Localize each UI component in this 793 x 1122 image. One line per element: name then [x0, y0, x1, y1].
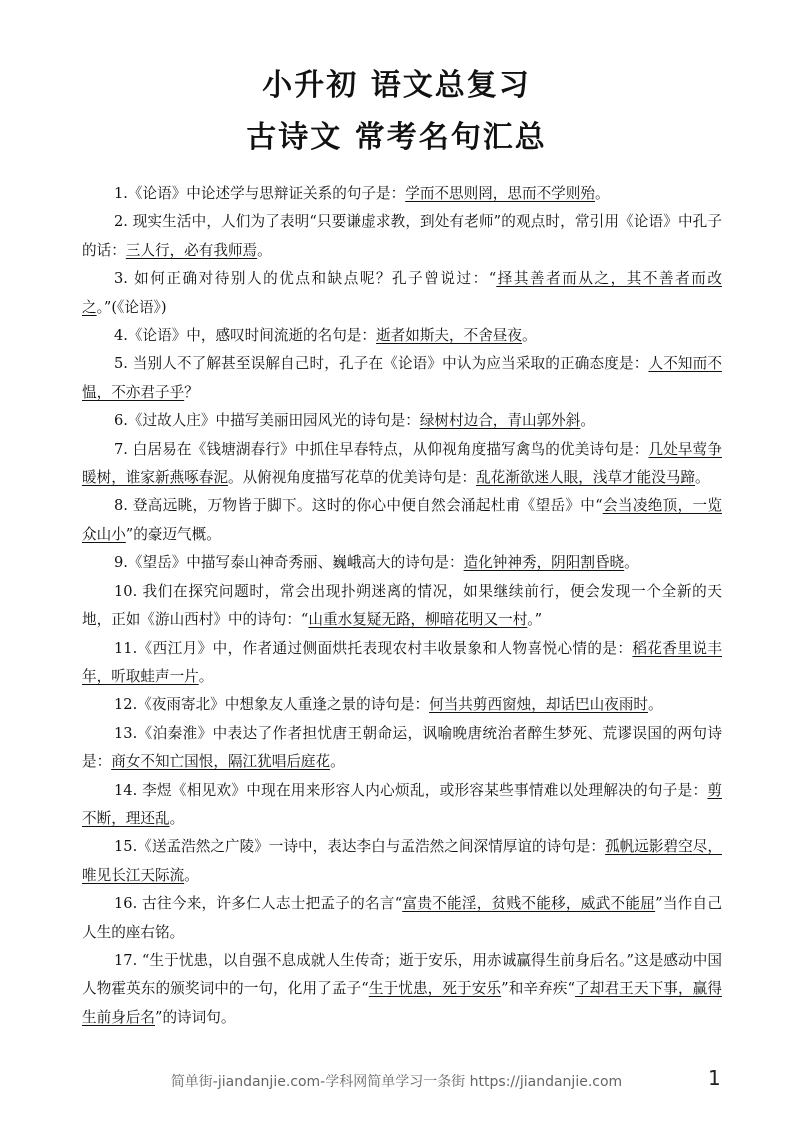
list-item: 15.《送孟浩然之广陵》一诗中，表达李白与孟浩然之间深情厚谊的诗句是：孤帆远影碧空尽，唯见长江天际流。: [82, 838, 722, 884]
answer: 剪不断，理还乱: [82, 781, 722, 827]
quote-list: [82, 180, 722, 1032]
list-item: 7. 白居易在《钱塘湖春行》中抓住早春特点，从仰视角度描写禽鸟的优美诗句是：几处早莺争暖树，谁家新燕啄春泥。从俯视角度描写花草的优美诗句是：乱花渐欲迷人眼，浅草才能没马蹄。: [82, 440, 722, 487]
answer: 逝者如斯夫，不舍昼夜: [376, 327, 522, 345]
list-item: 10. 我们在探究问题时，常会出现扑朔迷离的情况，如果继续前行，便会发现一个全新的天地，正如《游山西村》中的诗句：“山重水复疑无路，柳暗花明又一村。”: [82, 582, 722, 629]
answer: 三人行，必有我师焉: [125, 241, 258, 259]
list-item: 14. 李煜《相见欢》中现在用来形容人内心烦乱，或形容某些事情难以处理解决的句子是：剪不断，理还乱。: [82, 781, 722, 827]
answer: 几处早莺争暖树，谁家新燕啄春泥: [82, 440, 722, 487]
footer-watermark: 简单街-jiandanjie.com-学科网简单学习一条街 https://jiandanjie.com: [170, 1074, 623, 1090]
list-item: 8. 登高远眺，万物皆于脚下。这时的你心中便自然会涌起杜甫《望岳》中“会当凌绝顶，一览众山小”的豪迈气概。: [82, 497, 722, 543]
answer: 何当共剪西窗烛，却话巴山夜雨时: [429, 696, 649, 714]
answer: 商女不知亡国恨，隔江犹唱后庭花: [111, 753, 331, 771]
list-item: 1.《论语》中论述学与思辩证关系的句子是：学而不思则罔，思而不学则殆。: [114, 185, 610, 202]
answer: 了却君王天下事，赢得生前身后名: [82, 980, 722, 1026]
answer: 会当凌绝顶，一览众山小: [82, 497, 722, 543]
answer: 富贵不能淫，贫贱不能移，威武不能屈: [402, 895, 656, 913]
list-item: 2. 现实生活中，人们为了表明“只要谦虚求教，到处有老师”的观点时，常引用《论语》中孔子的话：三人行，必有我师焉。: [82, 213, 722, 259]
list-item: 9.《望岳》中描写泰山神奇秀丽、巍峨高大的诗句是：造化钟神秀，阴阳割昏晓。: [114, 554, 639, 572]
answer: 造化钟神秀，阴阳割昏晓: [463, 554, 625, 572]
answer: 人不知而不愠，不亦君子乎: [82, 355, 722, 401]
page-number: 1: [708, 1066, 721, 1090]
list-item: 4.《论语》中，感叹时间流逝的名句是：逝者如斯夫，不舍昼夜。: [114, 327, 537, 345]
answer: 生于忧患，死于安乐: [368, 980, 502, 998]
list-item: 5. 当别人不了解甚至误解自己时，孔子在《论语》中认为应当采取的正确态度是：人不知而不愠，不亦君子乎？: [82, 355, 722, 401]
list-item: 6.《过故人庄》中描写美丽田园风光的诗句是：绿树村边合，青山郭外斜。: [114, 412, 595, 430]
answer: 学而不思则罔，思而不学则殆: [405, 185, 595, 202]
answer: 稻花香里说丰年，听取蛙声一片: [82, 639, 722, 685]
list-item: 12.《夜雨寄北》中想象友人重逢之景的诗句是：何当共剪西窗烛，却话巴山夜雨时。: [114, 696, 663, 714]
title-line-1: 小升初 语文总复习: [262, 68, 531, 103]
list-item: 11.《西江月》中，作者通过侧面烘托表现农村丰收景象和人物喜悦心情的是：稻花香里说丰年，听取蛙声一片。: [82, 639, 722, 685]
answer: 择其善者而从之，其不善者而改之: [82, 270, 722, 316]
list-item: 16. 古往今来，许多仁人志士把孟子的名言“富贵不能淫，贫贱不能移，威武不能屈”当作自己人生的座右铭。: [82, 895, 722, 941]
answer: 乱花渐欲迷人眼，浅草才能没马蹄: [476, 469, 695, 487]
title-line-2: 古诗文 常考名句汇总: [246, 120, 547, 155]
list-item: 17. “生于忧患，以自强不息成就人生传奇；逝于安乐，用赤诚赢得生前身后名。”这是感动中国人物霍英东的颁奖词中的一句，化用了孟子“生于忧患，死于安乐”和辛弃疾“了却君王天下事，赢得生前身后名”的诗词句。: [82, 951, 722, 1026]
list-item: 13.《泊秦淮》中表达了作者担忧唐王朝命运，讽喻晚唐统治者醉生梦死、荒谬误国的两句诗是：商女不知亡国恨，隔江犹唱后庭花。: [82, 724, 722, 771]
answer: 孤帆远影碧空尽，唯见长江天际流: [82, 838, 722, 884]
answer: 山重水复疑无路，柳暗花明又一村: [308, 611, 528, 629]
list-item: 3. 如何正确对待别人的优点和缺点呢？孔子曾说过：“择其善者而从之，其不善者而改之。”(《论语》): [82, 270, 722, 316]
answer: 绿树村边合，青山郭外斜: [419, 412, 581, 430]
